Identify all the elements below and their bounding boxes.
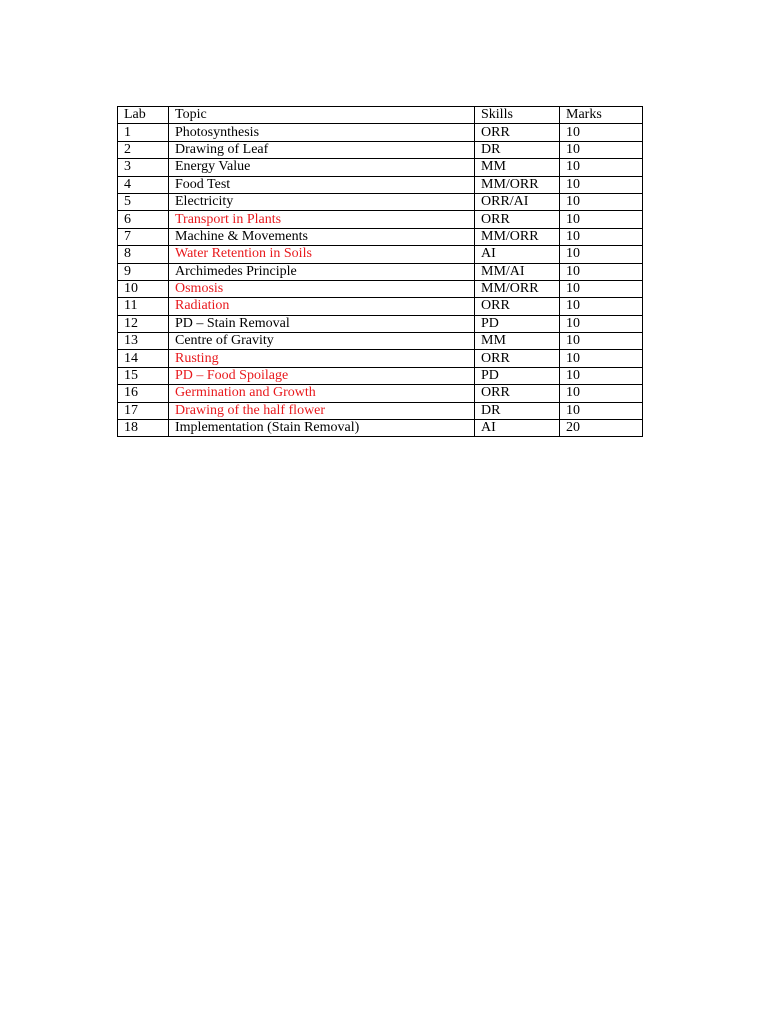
cell-skills: PD bbox=[475, 367, 560, 384]
cell-topic: Energy Value bbox=[169, 159, 475, 176]
table-row bbox=[118, 385, 643, 402]
cell-topic: PD – Food Spoilage bbox=[169, 367, 475, 384]
header-topic: Topic bbox=[169, 107, 475, 124]
header-skills: Skills bbox=[475, 107, 560, 124]
cell-topic: Food Test bbox=[169, 176, 475, 193]
cell-topic: PD – Stain Removal bbox=[169, 315, 475, 332]
table-row bbox=[118, 124, 643, 141]
cell-topic: Centre of Gravity bbox=[169, 333, 475, 350]
lab-schedule-table bbox=[117, 106, 643, 437]
header-lab: Lab bbox=[118, 107, 169, 124]
cell-skills: PD bbox=[475, 315, 560, 332]
cell-topic: Drawing of the half flower bbox=[169, 402, 475, 419]
table-row bbox=[118, 350, 643, 367]
cell-lab: 4 bbox=[118, 176, 169, 193]
cell-skills: MM/AI bbox=[475, 263, 560, 280]
cell-skills: AI bbox=[475, 420, 560, 437]
table-row bbox=[118, 159, 643, 176]
cell-marks: 10 bbox=[560, 228, 643, 245]
table-row bbox=[118, 298, 643, 315]
cell-marks: 10 bbox=[560, 350, 643, 367]
cell-skills: MM/ORR bbox=[475, 280, 560, 297]
table-row bbox=[118, 228, 643, 245]
cell-skills: AI bbox=[475, 246, 560, 263]
cell-lab: 3 bbox=[118, 159, 169, 176]
cell-skills: DR bbox=[475, 402, 560, 419]
cell-marks: 10 bbox=[560, 193, 643, 210]
cell-topic: Photosynthesis bbox=[169, 124, 475, 141]
cell-marks: 20 bbox=[560, 420, 643, 437]
table-row bbox=[118, 420, 643, 437]
table-row bbox=[118, 333, 643, 350]
cell-marks: 10 bbox=[560, 280, 643, 297]
cell-lab: 8 bbox=[118, 246, 169, 263]
cell-marks: 10 bbox=[560, 298, 643, 315]
cell-marks: 10 bbox=[560, 263, 643, 280]
table-row bbox=[118, 141, 643, 158]
table-body bbox=[118, 124, 643, 437]
table-row bbox=[118, 263, 643, 280]
table-row bbox=[118, 315, 643, 332]
cell-lab: 11 bbox=[118, 298, 169, 315]
cell-lab: 2 bbox=[118, 141, 169, 158]
table-row bbox=[118, 246, 643, 263]
cell-lab: 9 bbox=[118, 263, 169, 280]
cell-marks: 10 bbox=[560, 402, 643, 419]
cell-lab: 14 bbox=[118, 350, 169, 367]
cell-skills: ORR bbox=[475, 298, 560, 315]
cell-lab: 15 bbox=[118, 367, 169, 384]
cell-lab: 16 bbox=[118, 385, 169, 402]
cell-marks: 10 bbox=[560, 315, 643, 332]
cell-topic: Rusting bbox=[169, 350, 475, 367]
cell-topic: Machine & Movements bbox=[169, 228, 475, 245]
cell-topic: Osmosis bbox=[169, 280, 475, 297]
table-header-row bbox=[118, 107, 643, 124]
cell-marks: 10 bbox=[560, 141, 643, 158]
cell-skills: DR bbox=[475, 141, 560, 158]
table-row bbox=[118, 193, 643, 210]
cell-marks: 10 bbox=[560, 367, 643, 384]
cell-topic: Drawing of Leaf bbox=[169, 141, 475, 158]
cell-skills: MM bbox=[475, 159, 560, 176]
table-row bbox=[118, 367, 643, 384]
table-row bbox=[118, 211, 643, 228]
cell-topic: Germination and Growth bbox=[169, 385, 475, 402]
cell-skills: ORR bbox=[475, 350, 560, 367]
cell-lab: 17 bbox=[118, 402, 169, 419]
cell-skills: MM bbox=[475, 333, 560, 350]
cell-lab: 18 bbox=[118, 420, 169, 437]
table-row bbox=[118, 402, 643, 419]
cell-marks: 10 bbox=[560, 211, 643, 228]
cell-skills: MM/ORR bbox=[475, 228, 560, 245]
table-row bbox=[118, 176, 643, 193]
cell-skills: ORR bbox=[475, 124, 560, 141]
cell-topic: Radiation bbox=[169, 298, 475, 315]
table-row bbox=[118, 280, 643, 297]
cell-marks: 10 bbox=[560, 385, 643, 402]
cell-marks: 10 bbox=[560, 124, 643, 141]
cell-marks: 10 bbox=[560, 159, 643, 176]
cell-skills: ORR bbox=[475, 211, 560, 228]
cell-skills: MM/ORR bbox=[475, 176, 560, 193]
cell-topic: Implementation (Stain Removal) bbox=[169, 420, 475, 437]
cell-skills: ORR/AI bbox=[475, 193, 560, 210]
header-marks: Marks bbox=[560, 107, 643, 124]
cell-marks: 10 bbox=[560, 246, 643, 263]
cell-marks: 10 bbox=[560, 333, 643, 350]
cell-topic: Water Retention in Soils bbox=[169, 246, 475, 263]
cell-topic: Electricity bbox=[169, 193, 475, 210]
cell-marks: 10 bbox=[560, 176, 643, 193]
cell-topic: Archimedes Principle bbox=[169, 263, 475, 280]
cell-lab: 6 bbox=[118, 211, 169, 228]
cell-skills: ORR bbox=[475, 385, 560, 402]
cell-lab: 10 bbox=[118, 280, 169, 297]
cell-lab: 13 bbox=[118, 333, 169, 350]
cell-lab: 1 bbox=[118, 124, 169, 141]
cell-topic: Transport in Plants bbox=[169, 211, 475, 228]
cell-lab: 12 bbox=[118, 315, 169, 332]
cell-lab: 5 bbox=[118, 193, 169, 210]
cell-lab: 7 bbox=[118, 228, 169, 245]
